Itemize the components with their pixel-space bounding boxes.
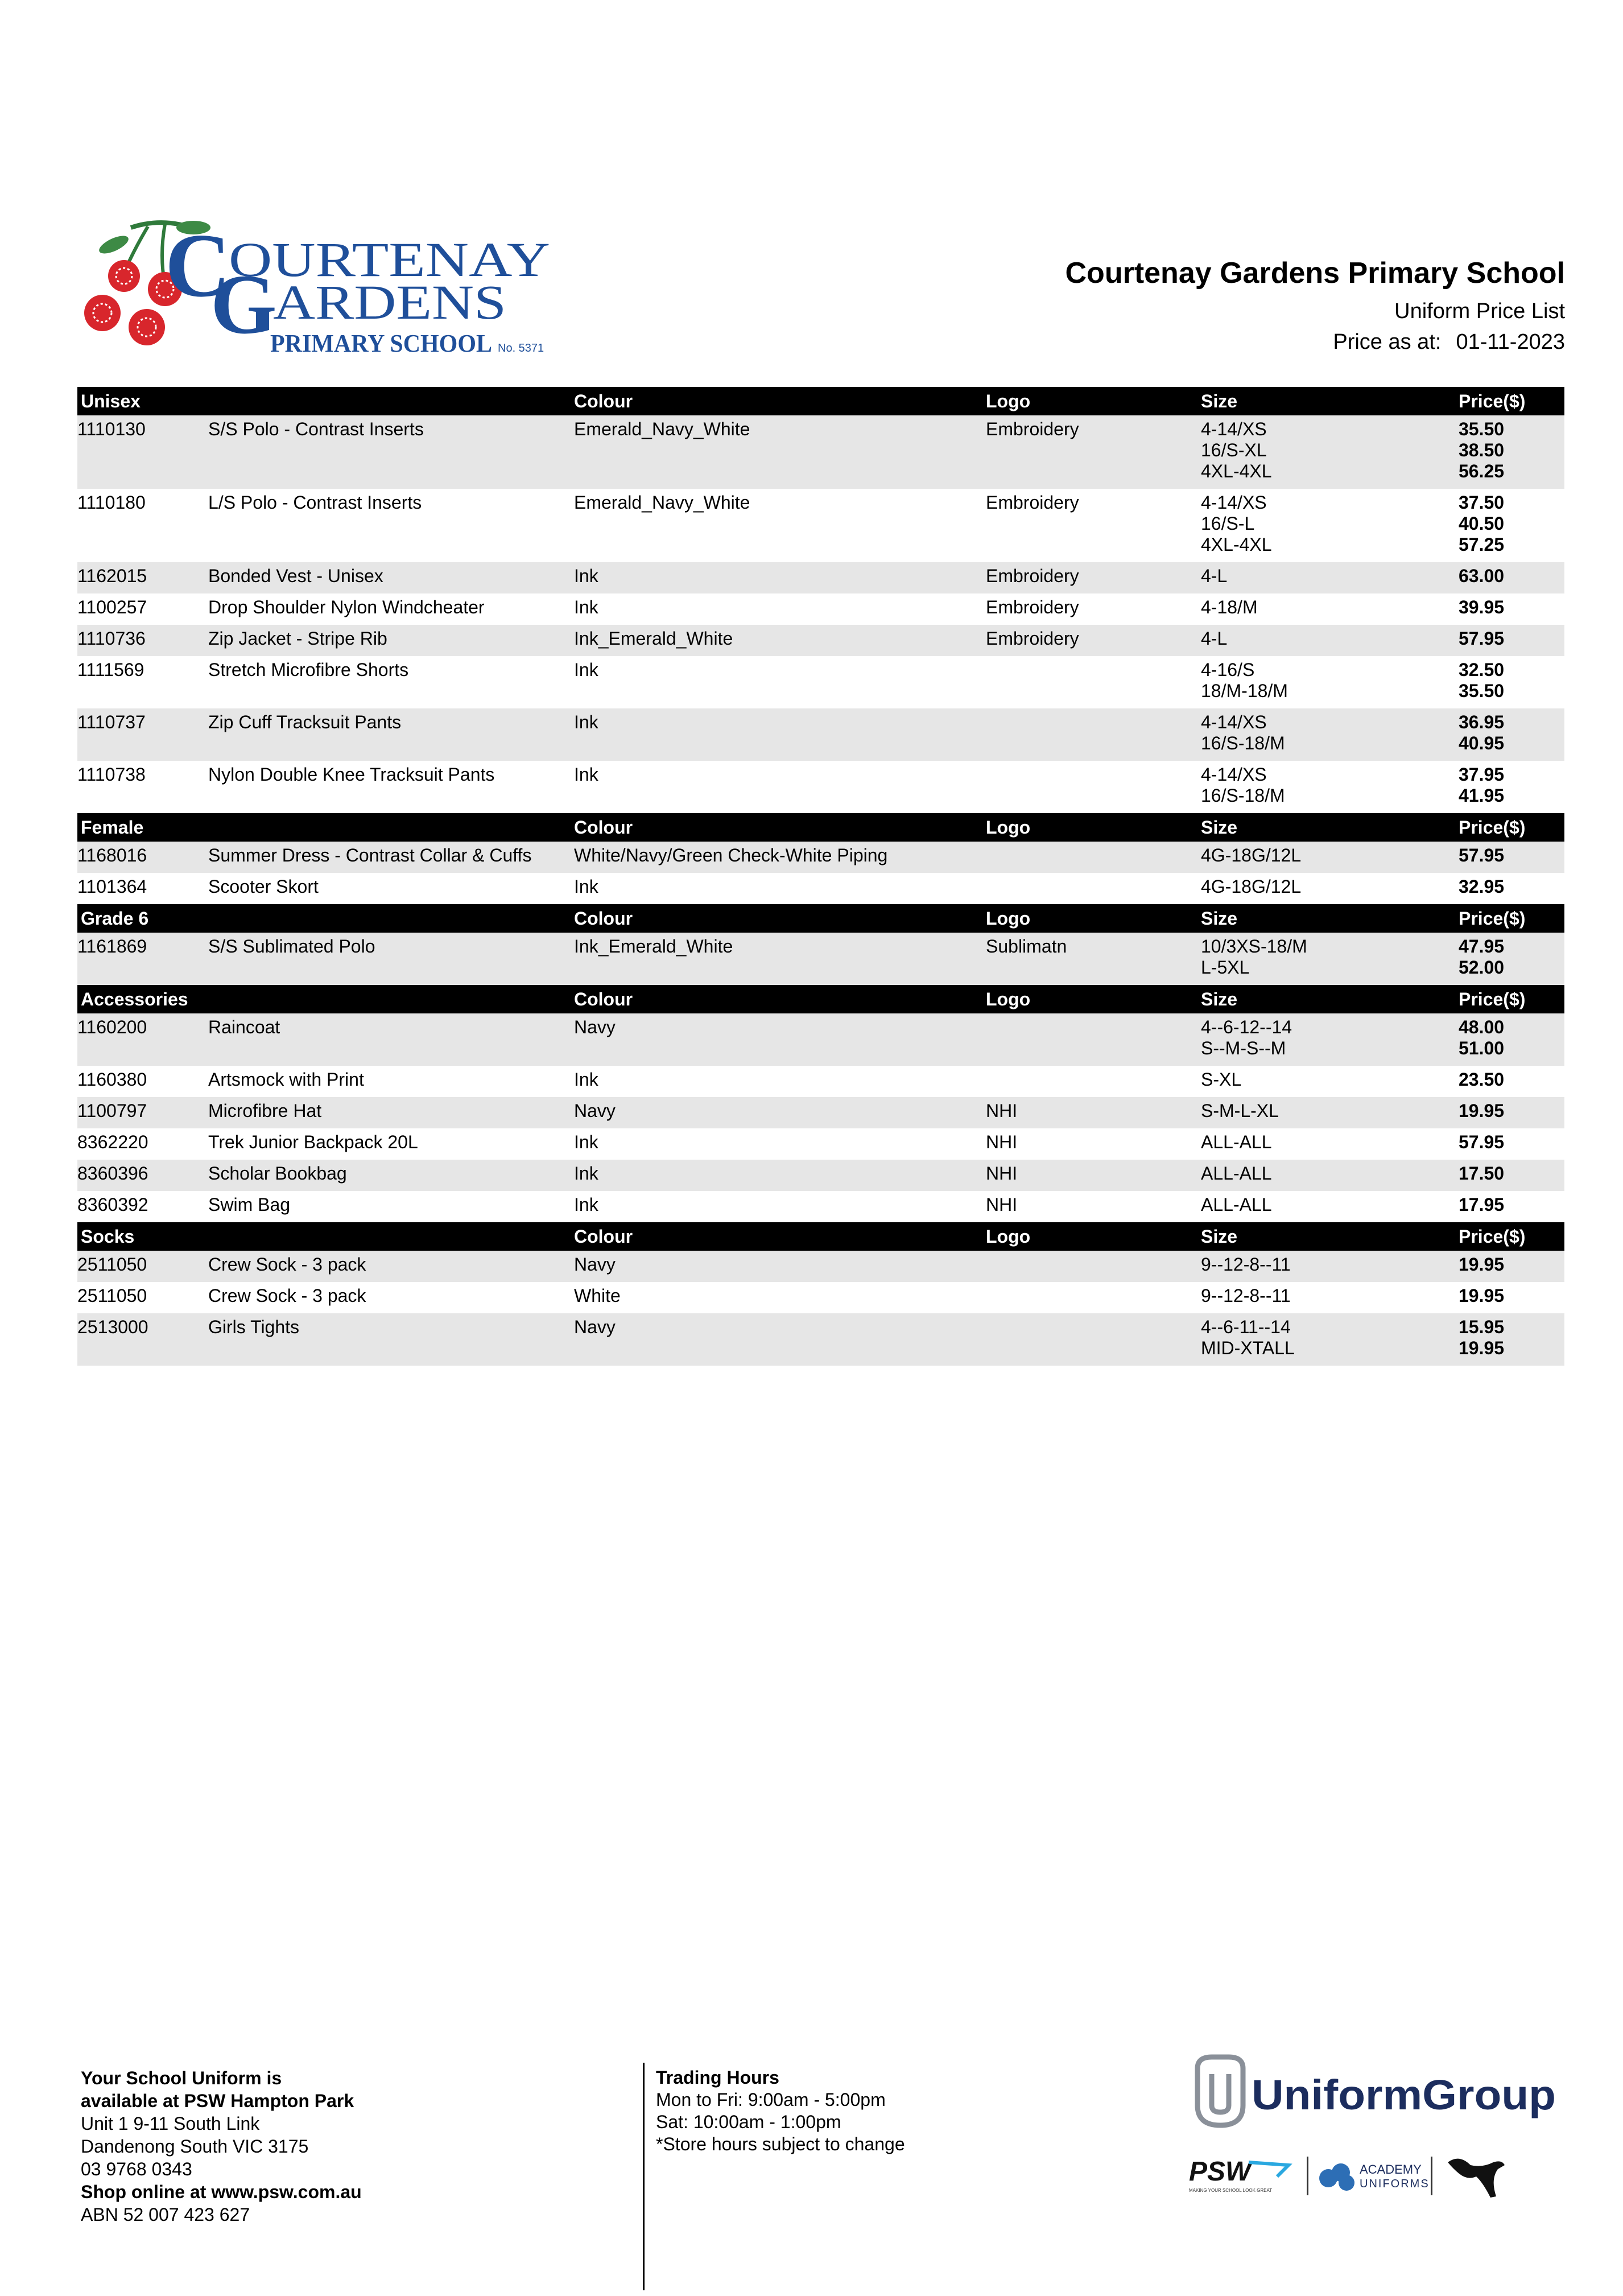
item-sizes <box>1201 876 1301 897</box>
item-code: 2511050 <box>77 1254 147 1275</box>
item-logo: Embroidery <box>986 566 1079 586</box>
item-code: 1161869 <box>77 936 147 957</box>
item-sizes <box>1201 628 1227 649</box>
section-header <box>77 387 1564 415</box>
table-row <box>77 933 1564 985</box>
size-value: 4XL-4XL <box>1201 461 1272 481</box>
price-value: 40.50 <box>1459 513 1505 534</box>
column-header-logo: Logo <box>986 817 1031 838</box>
size-value: 9--12-8--11 <box>1201 1254 1291 1275</box>
item-colour: Ink <box>574 764 598 785</box>
section-header <box>77 985 1564 1013</box>
school-logo <box>80 216 552 358</box>
brand-divider <box>1307 2157 1308 2195</box>
academy-uniforms-logo <box>1319 2162 1430 2191</box>
uniformgroup-icon <box>1197 2057 1243 2125</box>
logo-line3: PRIMARY SCHOOL <box>270 329 492 357</box>
item-logo: Sublimatn <box>986 936 1067 957</box>
item-logo: Embroidery <box>986 419 1079 439</box>
item-logo: NHI <box>986 1163 1018 1184</box>
item-colour: Ink_Emerald_White <box>574 936 733 957</box>
item-logo: Embroidery <box>986 492 1079 513</box>
brand-divider <box>1431 2157 1432 2195</box>
size-value: 4-L <box>1201 628 1228 649</box>
price-value: 39.95 <box>1459 597 1505 617</box>
column-header-logo: Logo <box>986 1226 1031 1247</box>
item-prices <box>1459 1163 1504 1184</box>
size-value: S-XL <box>1201 1069 1242 1090</box>
size-value: 16/S-18/M <box>1201 733 1285 753</box>
item-prices <box>1459 1132 1504 1153</box>
price-value: 19.95 <box>1459 1285 1505 1306</box>
brand-logos <box>1186 2048 1562 2219</box>
item-prices <box>1459 659 1504 702</box>
puma-logo-icon <box>1448 2159 1505 2198</box>
size-value: MID-XTALL <box>1201 1338 1295 1358</box>
item-prices <box>1459 1317 1504 1359</box>
column-header-size: Size <box>1201 817 1238 838</box>
psw-logo <box>1189 2157 1289 2193</box>
column-header-colour: Colour <box>574 817 633 838</box>
table-row <box>77 1251 1564 1282</box>
table-row <box>77 489 1564 562</box>
price-value: 52.00 <box>1459 957 1505 978</box>
price-value: 38.50 <box>1459 440 1505 460</box>
section-header <box>77 1222 1564 1251</box>
price-date: 01-11-2023 <box>1456 330 1565 354</box>
list-title: Uniform Price List <box>1394 299 1565 323</box>
item-description: Crew Sock - 3 pack <box>208 1254 366 1275</box>
column-header-size: Size <box>1201 1226 1238 1247</box>
size-value: 4G-18G/12L <box>1201 876 1302 897</box>
item-description: Scooter Skort <box>208 876 319 897</box>
size-value: S-M-L-XL <box>1201 1100 1279 1121</box>
size-value: 9--12-8--11 <box>1201 1285 1291 1306</box>
column-header-size: Size <box>1201 908 1238 929</box>
item-prices <box>1459 1194 1504 1215</box>
table-row <box>77 593 1564 625</box>
item-code: 1110738 <box>77 764 146 785</box>
store-abn: ABN 52 007 423 627 <box>81 2204 250 2225</box>
price-value: 32.95 <box>1459 876 1505 897</box>
item-sizes <box>1201 1017 1292 1059</box>
size-value: 4-14/XS <box>1201 764 1267 785</box>
item-prices <box>1459 1254 1504 1275</box>
size-value: 16/S-L <box>1201 513 1255 534</box>
item-description: Summer Dress - Contrast Collar & Cuffs <box>208 845 532 865</box>
price-value: 47.95 <box>1459 936 1505 957</box>
item-colour: Ink <box>574 1132 598 1152</box>
item-code: 2511050 <box>77 1285 147 1306</box>
table-row <box>77 1097 1564 1128</box>
item-description: Microfibre Hat <box>208 1100 322 1121</box>
price-value: 37.95 <box>1459 764 1505 785</box>
item-prices <box>1459 1100 1504 1122</box>
table-row <box>77 562 1564 593</box>
price-value: 36.95 <box>1459 712 1505 732</box>
logo-line2: ARDENS <box>273 275 506 329</box>
item-colour: Ink <box>574 659 598 680</box>
item-code: 1110130 <box>77 419 146 439</box>
price-value: 15.95 <box>1459 1317 1505 1337</box>
item-description: Stretch Microfibre Shorts <box>208 659 409 680</box>
table-row <box>77 1313 1564 1366</box>
svg-text:PSW: PSW <box>1189 2157 1252 2187</box>
price-value: 23.50 <box>1459 1069 1505 1090</box>
price-value: 63.00 <box>1459 566 1505 586</box>
item-sizes <box>1201 712 1285 754</box>
item-sizes <box>1201 659 1288 702</box>
section-name: Accessories <box>81 989 188 1009</box>
column-header-price: Price($) <box>1459 989 1526 1009</box>
item-description: Artsmock with Print <box>208 1069 364 1090</box>
price-value: 35.50 <box>1459 419 1505 439</box>
item-sizes <box>1201 1163 1272 1184</box>
store-info-line: available at PSW Hampton Park <box>81 2091 354 2111</box>
item-prices <box>1459 712 1504 754</box>
table-row <box>77 1160 1564 1191</box>
price-value: 19.95 <box>1459 1100 1505 1121</box>
price-value: 48.00 <box>1459 1017 1505 1037</box>
size-value: 16/S-XL <box>1201 440 1267 460</box>
column-header-colour: Colour <box>574 908 633 929</box>
item-description: Nylon Double Knee Tracksuit Pants <box>208 764 495 785</box>
item-colour: Emerald_Navy_White <box>574 419 750 439</box>
logo-number: No. 5371 <box>498 342 544 355</box>
size-value: ALL-ALL <box>1201 1194 1272 1215</box>
item-description: Raincoat <box>208 1017 280 1037</box>
section-name: Unisex <box>81 391 141 411</box>
item-code: 8360392 <box>77 1194 148 1215</box>
table-row <box>77 1191 1564 1222</box>
column-header-price: Price($) <box>1459 1226 1526 1247</box>
item-prices <box>1459 566 1504 587</box>
item-colour: Navy <box>574 1100 616 1121</box>
item-code: 1160200 <box>77 1017 147 1037</box>
store-info-line: Your School Uniform is <box>81 2068 282 2088</box>
item-prices <box>1459 628 1504 649</box>
size-value: 4-16/S <box>1201 659 1255 680</box>
item-description: Zip Jacket - Stripe Rib <box>208 628 387 649</box>
school-name: Courtenay Gardens Primary School <box>1065 257 1565 290</box>
store-info <box>81 2067 362 2226</box>
table-row <box>77 1282 1564 1313</box>
item-colour: Ink <box>574 597 598 617</box>
table-row <box>77 708 1564 761</box>
price-value: 40.95 <box>1459 733 1505 753</box>
svg-text:ACADEMY: ACADEMY <box>1360 2162 1422 2177</box>
item-sizes <box>1201 492 1272 555</box>
price-value: 32.50 <box>1459 659 1505 680</box>
svg-text:C: C <box>165 216 231 316</box>
footer-divider <box>643 2063 645 2290</box>
item-prices <box>1459 764 1504 806</box>
section-header <box>77 813 1564 842</box>
item-code: 2513000 <box>77 1317 148 1337</box>
size-value: 4-L <box>1201 566 1228 586</box>
item-description: Bonded Vest - Unisex <box>208 566 383 586</box>
price-value: 17.50 <box>1459 1163 1505 1184</box>
item-colour: Ink <box>574 1194 598 1215</box>
item-sizes <box>1201 936 1307 978</box>
item-description: Trek Junior Backpack 20L <box>208 1132 418 1152</box>
section-name: Female <box>81 817 144 838</box>
price-value: 19.95 <box>1459 1338 1505 1358</box>
size-value: 4XL-4XL <box>1201 534 1272 555</box>
item-prices <box>1459 597 1504 618</box>
item-prices <box>1459 419 1504 482</box>
item-code: 1111569 <box>77 659 144 680</box>
table-row <box>77 415 1564 489</box>
item-description: S/S Sublimated Polo <box>208 936 375 957</box>
table-row <box>77 656 1564 708</box>
trading-hours <box>656 2067 905 2155</box>
price-value: 57.95 <box>1459 1132 1505 1152</box>
price-value: 17.95 <box>1459 1194 1505 1215</box>
item-prices <box>1459 1017 1504 1059</box>
size-value: 4-18/M <box>1201 597 1258 617</box>
table-row <box>77 873 1564 904</box>
price-value: 41.95 <box>1459 785 1505 806</box>
item-sizes <box>1201 764 1285 806</box>
column-header-logo: Logo <box>986 989 1031 1009</box>
item-description: Zip Cuff Tracksuit Pants <box>208 712 402 732</box>
size-value: ALL-ALL <box>1201 1132 1272 1152</box>
table-row <box>77 625 1564 656</box>
item-logo: Embroidery <box>986 628 1079 649</box>
item-code: 1110180 <box>77 492 146 513</box>
item-logo: NHI <box>986 1132 1018 1152</box>
item-sizes <box>1201 1254 1291 1275</box>
item-prices <box>1459 845 1504 866</box>
item-logo: Embroidery <box>986 597 1079 617</box>
item-description: Crew Sock - 3 pack <box>208 1285 366 1306</box>
item-code: 1101364 <box>77 876 147 897</box>
uniformgroup-wordmark: UniformGroup <box>1252 2071 1556 2118</box>
svg-text:MAKING YOUR SCHOOL LOOK GREAT: MAKING YOUR SCHOOL LOOK GREAT <box>1189 2188 1273 2193</box>
trading-hours-title: Trading Hours <box>656 2067 779 2088</box>
table-row <box>77 1128 1564 1160</box>
item-sizes <box>1201 845 1301 866</box>
price-table <box>77 387 1564 1366</box>
logo-line1: OURTENAY <box>229 232 550 287</box>
item-sizes <box>1201 419 1272 482</box>
size-value: 10/3XS-18/M <box>1201 936 1307 957</box>
item-colour: Emerald_Navy_White <box>574 492 750 513</box>
item-colour: Ink <box>574 566 598 586</box>
item-colour: White/Navy/Green Check-White Piping <box>574 845 888 865</box>
size-value: 4-14/XS <box>1201 712 1267 732</box>
trading-hours-line: Sat: 10:00am - 1:00pm <box>656 2112 841 2132</box>
item-colour: Navy <box>574 1317 616 1337</box>
item-sizes <box>1201 566 1227 587</box>
item-description: Swim Bag <box>208 1194 291 1215</box>
column-header-price: Price($) <box>1459 817 1526 838</box>
svg-text:G: G <box>210 257 277 352</box>
column-header-price: Price($) <box>1459 908 1526 929</box>
size-value: S--M-S--M <box>1201 1038 1286 1058</box>
size-value: 18/M-18/M <box>1201 681 1288 701</box>
price-value: 19.95 <box>1459 1254 1505 1275</box>
item-sizes <box>1201 1132 1272 1153</box>
price-value: 57.25 <box>1459 534 1505 555</box>
size-value: 4-14/XS <box>1201 419 1267 439</box>
column-header-size: Size <box>1201 391 1238 411</box>
price-value: 57.95 <box>1459 845 1505 865</box>
item-prices <box>1459 1069 1504 1090</box>
size-value: 4--6-11--14 <box>1201 1317 1291 1337</box>
document-header <box>1066 255 1566 357</box>
column-header-size: Size <box>1201 989 1238 1009</box>
table-row <box>77 1013 1564 1066</box>
column-header-colour: Colour <box>574 989 633 1009</box>
item-prices <box>1459 492 1504 555</box>
price-value: 37.50 <box>1459 492 1505 513</box>
item-colour: Ink <box>574 1069 598 1090</box>
item-colour: Ink_Emerald_White <box>574 628 733 649</box>
column-header-logo: Logo <box>986 391 1031 411</box>
item-colour: Ink <box>574 1163 598 1184</box>
size-value: 4--6-12--14 <box>1201 1017 1292 1037</box>
size-value: L-5XL <box>1201 957 1250 978</box>
section-header <box>77 904 1564 933</box>
price-value: 51.00 <box>1459 1038 1505 1058</box>
item-code: 1110736 <box>77 628 146 649</box>
size-value: 4-14/XS <box>1201 492 1267 513</box>
section-name: Grade 6 <box>81 908 149 929</box>
item-code: 1100797 <box>77 1100 147 1121</box>
svg-text:UNIFORMS: UNIFORMS <box>1360 2178 1430 2190</box>
price-value: 56.25 <box>1459 461 1505 481</box>
item-code: 1160380 <box>77 1069 147 1090</box>
store-phone: 03 9768 0343 <box>81 2159 192 2179</box>
item-colour: Navy <box>574 1254 616 1275</box>
item-description: Drop Shoulder Nylon Windcheater <box>208 597 485 617</box>
item-sizes <box>1201 1194 1272 1215</box>
item-prices <box>1459 936 1504 978</box>
column-header-logo: Logo <box>986 908 1031 929</box>
size-value: 4G-18G/12L <box>1201 845 1302 865</box>
price-date-label: Price as at: <box>1333 330 1442 354</box>
column-header-colour: Colour <box>574 391 633 411</box>
item-description: Scholar Bookbag <box>208 1163 347 1184</box>
table-row <box>77 1066 1564 1097</box>
item-logo: NHI <box>986 1100 1018 1121</box>
column-header-colour: Colour <box>574 1226 633 1247</box>
column-header-price: Price($) <box>1459 391 1526 411</box>
item-sizes <box>1201 1317 1295 1359</box>
section-name: Socks <box>81 1226 135 1247</box>
price-value: 57.95 <box>1459 628 1505 649</box>
size-value: 16/S-18/M <box>1201 785 1285 806</box>
trading-hours-note: *Store hours subject to change <box>656 2134 905 2154</box>
store-address-line: Dandenong South VIC 3175 <box>81 2136 309 2157</box>
item-colour: Navy <box>574 1017 616 1037</box>
table-row <box>77 761 1564 813</box>
item-code: 1162015 <box>77 566 147 586</box>
item-sizes <box>1201 1069 1241 1090</box>
shop-online-link[interactable]: Shop online at www.psw.com.au <box>81 2182 362 2202</box>
item-code: 1168016 <box>77 845 147 865</box>
item-description: S/S Polo - Contrast Inserts <box>208 419 424 439</box>
item-sizes <box>1201 597 1258 618</box>
item-description: Girls Tights <box>208 1317 300 1337</box>
item-code: 1110737 <box>77 712 146 732</box>
item-colour: Ink <box>574 712 598 732</box>
item-logo: NHI <box>986 1194 1018 1215</box>
table-row <box>77 842 1564 873</box>
item-prices <box>1459 876 1504 897</box>
item-colour: White <box>574 1285 621 1306</box>
price-date-line <box>1066 327 1566 357</box>
store-address-line: Unit 1 9-11 South Link <box>81 2113 260 2134</box>
size-value: ALL-ALL <box>1201 1163 1272 1184</box>
item-code: 8362220 <box>77 1132 148 1152</box>
item-sizes <box>1201 1285 1291 1306</box>
item-code: 8360396 <box>77 1163 148 1184</box>
price-value: 35.50 <box>1459 681 1505 701</box>
item-colour: Ink <box>574 876 598 897</box>
item-prices <box>1459 1285 1504 1306</box>
item-sizes <box>1201 1100 1279 1122</box>
item-description: L/S Polo - Contrast Inserts <box>208 492 422 513</box>
item-code: 1100257 <box>77 597 147 617</box>
trading-hours-line: Mon to Fri: 9:00am - 5:00pm <box>656 2089 886 2110</box>
